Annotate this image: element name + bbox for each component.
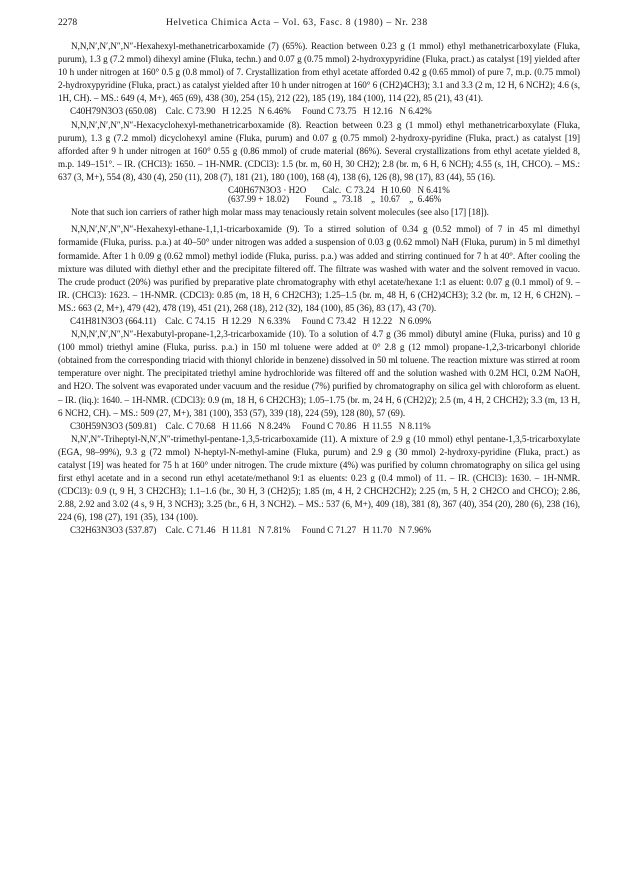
paragraph-compound-11: N,N′,N″-Triheptyl-N,N′,N″-trimethyl-pentane-1,3,5-tricarboxamide (11). A mixture of 2.9 g (10 mmol) ethyl pentane-1,3,5-tricarboxylate (EGA, 98–99%), 9.3 g (72 mmol) N-heptyl-N-methyl-amine (Fluka, purum) and 2.9 g (30 mmol) 2-hydroxy-pyridine (Fluka, pract.) as catalyst [19] was heated for 75 h at 160° under nitrogen. The crude mixture (4%) was purified by column chromatography on silica gel using first ethyl acetate and in a second run ethyl acetate/methanol 9:1 as eluents: 0.23 g (0.4 mmol) of 11. – IR. (CHCl3): 1630. – 1H-NMR. (CDCl3): 0.9 (t, 9 H, 3 CH2CH3); 1.1–1.6 (br., 30 H, 3 (CH2)5); 1.85 (m, 4 H, 2 CHCH2CH2); 2.25 (m, 5 H, 2 CH2CO and CHCO); 2.86, 2.88, 2.92 and 3.02 (4 s, 9 H, 3 NCH3); 3.25 (br., 6 H, 3 NCH2). – MS.: 537 (6, M+), 409 (18), 381 (8), 367 (40), 354 (20), 280 (6), 238 (16), 224 (6), 198 (27), 191 (35), 134 (100). <box>58 433 580 523</box>
analysis-compound-7: C40H79N3O3 (650.08) Calc. C 73.90 H 12.25 N 6.46% Found C 73.75 H 12.16 N 6.42% <box>70 106 432 117</box>
running-header <box>58 16 578 30</box>
analysis-compound-10: C30H59N3O3 (509.81) Calc. C 70.68 H 11.66 N 8.24% Found C 70.86 H 11.55 N 8.11% <box>70 420 431 431</box>
paragraph-compound-7: N,N,N′,N′,N″,N″-Hexahexyl-methanetricarboxamide (7) (65%). Reaction between 0.23 g (1 mmol) ethyl methanetricarboxylate (Fluka, purum), 1.3 g (7.2 mmol) dihexyl amine (Fluka, techn.) and 0.07 g (0.75 mmol) 2-hydroxypyridine (Fluka, pract.) as catalyst [19] yielded after 10 h under nitrogen at 160° 0.5 g (0.8 mmol) of 7. Crystallization from ethyl acetate afforded 0.42 g (0.65 mmol) of pure 7, m.p. (0.75 mmol) 2-hydroxypyridine (Fluka, pract.) as catalyst yielded after 10 h under nitrogen at 160° 6 (CH2)4CH3); 3.1 and 3.3 (2 m, 12 H, 6 NCH2); 4.6 (s, 1H, CH). – MS.: 649 (4, M+), 465 (69), 438 (30), 254 (15), 212 (22), 185 (19), 184 (100), 114 (22), 85 (21), 43 (41). <box>58 41 580 104</box>
running-title: Helvetica Chimica Acta – Vol. 63, Fasc. 8 (1980) – Nr. 238 <box>166 17 428 28</box>
article-body <box>58 40 580 538</box>
paragraph-compound-8: N,N,N′,N′,N″,N″-Hexacyclohexyl-methanetricarboxamide (8). Reaction between 0.23 g (1 mmol) ethyl methanetricarboxylate (Fluka, purum), 1.3 g (7.2 mmol) dicyclohexyl amine (Fluka, purum) and 0.07 g (0.75 mmol) 2-hydroxy-pyridine (Fluka, pract.) as catalyst [19] afforded after 9 h under nitrogen at 160° 0.55 g (0.86 mmol) of crude material (86%). Several crystallizations from ethyl acetate yielded 8, m.p. 149–151°. – IR. (CHCl3): 1650. – 1H-NMR. (CDCl3): 1.5 (br. m, 60 H, 30 CH2); 2.8 (br. m, 6 H, 6 NCH); 4.55 (s, 1H, CHCO). – MS.: 637 (3, M+), 554 (8), 430 (4), 250 (11), 208 (7), 181 (21), 180 (100), 168 (4), 138 (6), 126 (8), 98 (17), 83 (44), 55 (16). <box>58 119 580 182</box>
analysis-compound-8-line1: C40H67N3O3 · H2O Calc. C 73.24 H 10.60 N 6.41% <box>228 185 450 196</box>
analysis-compound-11: C32H63N3O3 (537.87) Calc. C 71.46 H 11.81 N 7.81% Found C 71.27 H 11.70 N 7.96% <box>70 525 432 536</box>
paragraph-compound-10: N,N,N′,N′,N″,N″-Hexabutyl-propane-1,2,3-tricarboxamide (10). To a solution of 4.7 g (36 mmol) dibutyl amine (Fluka, puriss) and 10 g (100 mmol) triethyl amine (Fluka, puriss. p.a.) in 150 ml toluene were added at 0° 2.8 g (12 mmol) propane-1,2,3-tricarbonyl chloride (obtained from the corresponding triacid with thionyl chloride in benzene) dissolved in 50 ml toluene. The reaction mixture was stirred at room temperature over night. The precipitated triethyl amine hydrochloride was filtered off and the solution washed with 0.2M HCl, 0.2M NaOH, and H2O. The solvent was evaporated under vacuum and the residue (7%) purified by chromatography on silica gel with chloroform as eluent. – IR. (liq.): 1640. – 1H-NMR. (CDCl3): 0.9 (m, 18 H, 6 CH2CH3); 1.05–1.75 (br. m, 24 H, 6 (CH2)2); 2.5 (m, 4 H, 2 CHCH2); 3.3 (m, 13 H, 6 NCH2, CH). – MS.: 509 (27, M+), 381 (100), 353 (57), 339 (18), 224 (59), 128 (80), 57 (69). <box>58 329 580 418</box>
analysis-compound-8-line2: (637.99 + 18.02) Found „ 73.18 „ 10.67 „ 6.46% <box>228 194 442 205</box>
paragraph-compound-9: N,N,N′,N′,N″,N″-Hexahexyl-ethane-1,1,1-tricarboxamide (9). To a stirred solution of 0.34 g (0.52 mmol) of 7 in 45 ml dimethyl formamide (Fluka, puriss. p.a.) at 40–50° under nitrogen was added a suspension of 0.03 g (0.62 mmol) NaH (Fluka, purum) in 5 ml dimethyl formamide. After 1 h 0.09 g (0.62 mmol) methyl iodide (Fluka, puriss. p.a.) was added and stirring continued for 7 h at 40°. After cooling the mixture was diluted with diethyl ether and the precipitate filtered off. The filtrate was washed with water and the solvent removed in vacuo. The crude product (20%) was purified by preparative plate chromatography with ethyl acetate/hexane 1:1 as eluent: 0.07 g (0.1 mmol) of 9. – IR. (CHCl3): 1623. – 1H-NMR. (CDCl3): 0.85 (m, 18 H, 6 CH2CH3); 1.25–1.5 (br. m, 48 H, 6 (CH2)4CH3); 3.2 (br. m, 12 H, 6 CH2N). – MS.: 663 (2, M+), 479 (42), 478 (19), 451 (21), 268 (18), 212 (32), 184 (100), 85 (36), 83 (17), 43 (70). <box>58 224 580 313</box>
page-number: 2278 <box>58 17 78 28</box>
analysis-compound-9: C41H81N3O3 (664.11) Calc. C 74.15 H 12.29 N 6.33% Found C 73.42 H 12.22 N 6.09% <box>70 315 432 326</box>
paragraph-note: Note that such ion carriers of rather high molar mass may tenaciously retain solvent molecules (see also [17] [18]). <box>71 207 489 218</box>
